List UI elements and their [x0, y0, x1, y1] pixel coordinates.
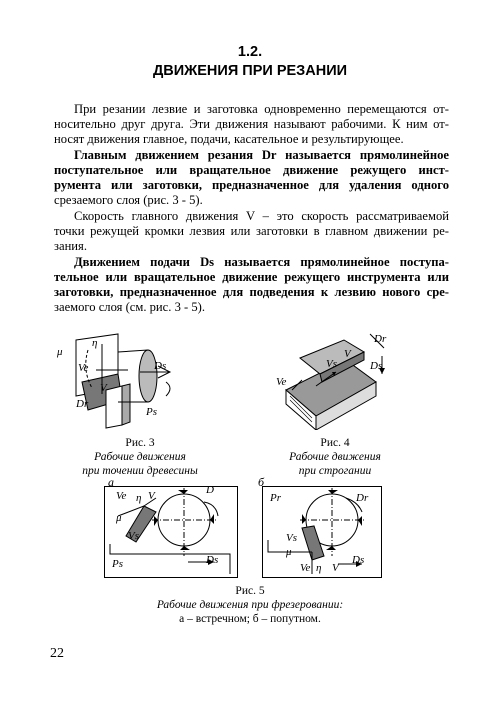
- figure-3-turning: [62, 330, 192, 432]
- fig3-caption-1: Рабочие движения: [94, 451, 186, 463]
- fig4-caption-2: при строгании: [298, 465, 372, 477]
- fig3-label-ve: Ve: [78, 362, 89, 374]
- fig5b-label-mu: μ: [286, 546, 292, 558]
- fig3-label-ps: Ps: [146, 406, 157, 418]
- section-title: ДВИЖЕНИЯ ПРИ РЕЗАНИИ: [152, 63, 348, 79]
- fig3-label-mu: μ: [57, 346, 63, 358]
- paragraph-line: срезаемого слоя (рис. 3 - 5).: [54, 193, 203, 207]
- fig5-caption-1: Рабочие движения при фрезеровании:: [156, 599, 344, 611]
- fig5-part-a-label: а: [108, 475, 114, 489]
- fig4-label-v: V: [344, 348, 351, 360]
- fig5a-label-d: D: [206, 484, 214, 496]
- page-number: 22: [50, 646, 64, 661]
- fig5b-label-ds: Ds: [352, 554, 365, 566]
- fig5b-label-vs: Vs: [286, 532, 297, 544]
- fig5b-label-dr: Dr: [356, 492, 369, 504]
- fig5b-label-pr: Pr: [270, 492, 281, 504]
- fig5-number: Рис. 5: [235, 585, 265, 597]
- fig3-label-eta: η: [92, 337, 98, 349]
- paragraph-line: Движением подачи Ds называется прямолинейное поступа-: [74, 255, 449, 269]
- fig5-part-b-label: б: [258, 475, 265, 489]
- fig4-label-dr: Dr: [374, 333, 387, 345]
- paragraph-line: точки режущей кромки лезвия или заготовки в главном движении ре-: [54, 224, 449, 238]
- paragraph-line: румента или заготовки, предназначенное для удаления одного: [54, 178, 449, 192]
- fig4-caption-1: Рабочие движения: [289, 451, 381, 463]
- fig5a-label-ds: Ds: [206, 554, 219, 566]
- paragraph-line: носительно друг друга. Эти движения называют рабочими. К ним от-: [54, 117, 449, 131]
- fig5a-label-vs: Vs: [128, 530, 139, 542]
- paragraph-line: заемого слоя (см. рис. 3 - 5).: [54, 300, 205, 314]
- paragraph-line: поступательное или вращательное движение режущего инст-: [54, 163, 449, 177]
- fig4-label-vs: Vs: [326, 358, 337, 370]
- paragraph-line: заготовки, предназначенное для подведения к лезвию нового сре-: [54, 285, 449, 299]
- paragraph-line: зания.: [54, 239, 87, 253]
- paragraph-line: При резании лезвие и заготовка одновременно перемещаются от-: [74, 102, 449, 116]
- fig3-label-dr: Dr: [76, 398, 89, 410]
- fig5a-label-mu: μ: [116, 512, 122, 524]
- fig5b-label-ve: Ve: [300, 562, 311, 574]
- fig3-label-ds: Ds: [154, 360, 167, 372]
- fig3-caption-2: при точении древесины: [82, 465, 198, 477]
- fig3-number: Рис. 3: [125, 437, 155, 449]
- fig5b-label-eta: η: [316, 562, 322, 574]
- fig4-label-ds: Ds: [370, 360, 383, 372]
- fig5a-label-ps: Ps: [112, 558, 123, 570]
- paragraph-line: Скорость главного движения V – это скорость рассматриваемой: [74, 209, 449, 223]
- fig5b-label-v: V: [332, 562, 339, 574]
- fig5-caption-2: а – встречном; б – попутном.: [179, 613, 321, 625]
- paragraph-line: Главным движением резания Dr называется прямолинейное: [74, 148, 449, 162]
- paragraph-line: носят движения главное, подачи, касательное и результирующее.: [54, 132, 404, 146]
- fig3-label-v: V: [100, 382, 107, 394]
- fig5a-label-ve: Ve: [116, 490, 127, 502]
- fig4-number: Рис. 4: [320, 437, 350, 449]
- fig5a-label-v: V: [148, 490, 155, 502]
- figure-4-planing: [272, 330, 402, 430]
- section-number: 1.2.: [237, 44, 263, 60]
- fig5a-label-eta: η: [136, 492, 142, 504]
- fig4-label-ve: Ve: [276, 376, 287, 388]
- paragraph-line: тельное или вращательное движение режущего инструмента или: [54, 270, 449, 284]
